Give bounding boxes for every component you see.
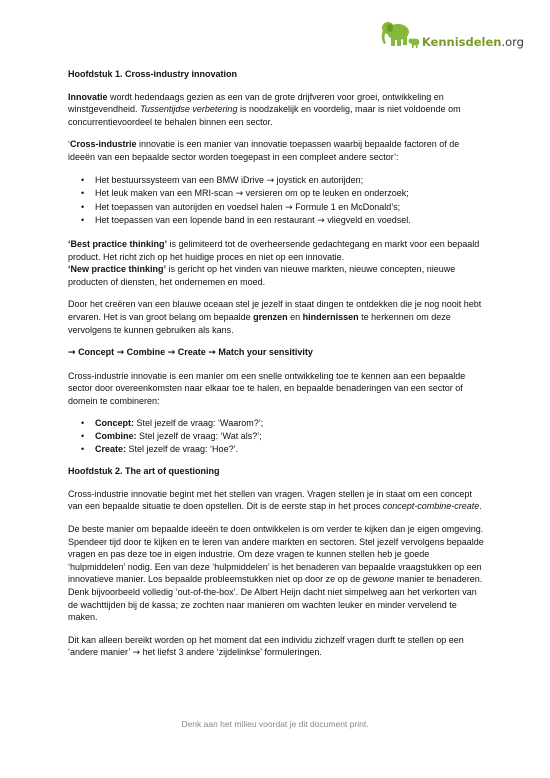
arrow-icon: →: [116, 348, 125, 359]
list-item: • Combine: Stel jezelf de vraag: ‘Wat als?’;: [68, 430, 484, 443]
page-footer: Denk aan het milieu voordat je dit document print.: [181, 719, 369, 729]
list-item: • Het toepassen van autorijden en voedsel halen → Formule 1 en McDonald’s;: [68, 201, 484, 215]
paragraph-blauwe-oceaan: Door het creëren van een blauwe oceaan stel je jezelf in staat dingen te ontdekken die je nog nooit hebt ervaren. Het is van groot belang om bepaalde grenzen en hindernissen te herkennen om deze vervolgens te kunnen gebruiken als kans.: [68, 299, 482, 335]
document-page: [68, 68, 484, 670]
arrow-icon: →: [235, 189, 244, 200]
process-steps: → Concept → Combine → Create → Match your sensitivity: [68, 347, 313, 359]
paragraph-practice-thinking: ‘Best practice thinking’ is gelimiteerd tot de overheersende gedachtegang en markt voor een bepaald product. Het richt zich op het huidige proces en niet op een innovatie. ‘New practice thinking’ is gericht op het vinden van nieuwe markten, nieuwe concepten, nieuwe producten of diensten, het ondernemen en moed.: [68, 238, 480, 287]
arrow-icon: →: [285, 202, 293, 213]
paragraph-cross-industrie: ‘Cross-industrie innovatie is een manier van innovatie toepassen waarbij bepaalde factoren of de ideeën van een bepaalde sector worden toegepast in een compleet andere sector’:: [68, 139, 460, 162]
arrow-icon: →: [132, 648, 141, 659]
examples-list: [68, 174, 484, 228]
small-elephant-icon: [408, 36, 420, 48]
arrow-icon: →: [317, 216, 325, 227]
arrow-icon: →: [167, 348, 176, 359]
heading-chapter-2: Hoofdstuk 2. The art of questioning: [68, 466, 220, 477]
paragraph-beste-manier: De beste manier om bepaalde ideeën te doen ontwikkelen is om verder te kijken dan je eigen omgeving. Spendeer tijd door te kijken en te leren van andere markten en sectoren. Stel jezelf vervolgens bepaalde vragen en pas deze toe in eigen industrie. Om deze vragen te kunnen stellen heb je goede ‘hulpmiddelen’ nodig. Een van deze ‘hulpmiddelen’ is het benaderen van bepaalde vraagstukken op een innovatieve manier. Los bepaalde probleemstukken niet op door ze op de gewone manier te benaderen. Denk bijvoorbeeld volledig ‘out-of-the-box’. De Albert Heijn dacht niet simpelweg aan het verkorten van de wachttijden bij de kassa; ze zochten naar manieren om wachten leuker en minder vervelend te maken.: [68, 524, 484, 623]
paragraph-innovatie: Innovatie wordt hedendaags gezien as een van de grote drijfveren voor groei, ontwikkeling en winstgevendheid. Tussentijdse verbetering is noodzakelijk en voordelig, maar is niet voldoende om concurrentievoordeel te behalen binnen een sector.: [68, 91, 461, 127]
arrow-icon: →: [68, 348, 76, 359]
paragraph-vragen-stellen: Cross-industrie innovatie begint met het stellen van vragen. Vragen stellen je in staat om een concept van een bepaalde situatie te doen opstellen. Dit is de eerste stap in het proces concept-combine-create.: [68, 488, 482, 512]
questions-list: [68, 417, 484, 455]
paragraph-andere-manier: Dit kan alleen bereikt worden op het moment dat een individu zichzelf vragen durft te stellen op een ‘andere manier’ → het liefst 3 andere ‘zijdelinkse’ formuleringen.: [68, 634, 464, 659]
list-item: • Het toepassen van een lopende band in een restaurant → vliegveld en voedsel.: [68, 214, 484, 228]
paragraph-snelle-ontwikkeling: Cross-industrie innovatie is een manier om een snelle ontwikkeling toe te kennen aan een bepaalde sector door overeenkomsten naar elkaar toe te halen, en bepaalde benaderingen van een sector of domein te combineren:: [68, 370, 466, 406]
list-item: • Concept: Stel jezelf de vraag: ‘Waarom?’;: [68, 417, 484, 430]
kennisdelen-logo[interactable]: [378, 18, 524, 48]
arrow-icon: →: [266, 175, 275, 186]
list-item: • Create: Stel jezelf de vraag: ‘Hoe?’.: [68, 443, 484, 456]
logo-text: Kennisdelen.org: [421, 34, 524, 49]
list-item: • Het leuk maken van een MRI-scan → versieren om op te leuken en onderzoek;: [68, 187, 484, 201]
elephant-icon: [378, 18, 412, 48]
arrow-icon: →: [208, 348, 216, 359]
heading-chapter-1: Hoofdstuk 1. Cross-industry innovation: [68, 69, 238, 79]
list-item: • Het bestuurssysteem van een BMW iDrive → joystick en autorijden;: [68, 174, 484, 188]
